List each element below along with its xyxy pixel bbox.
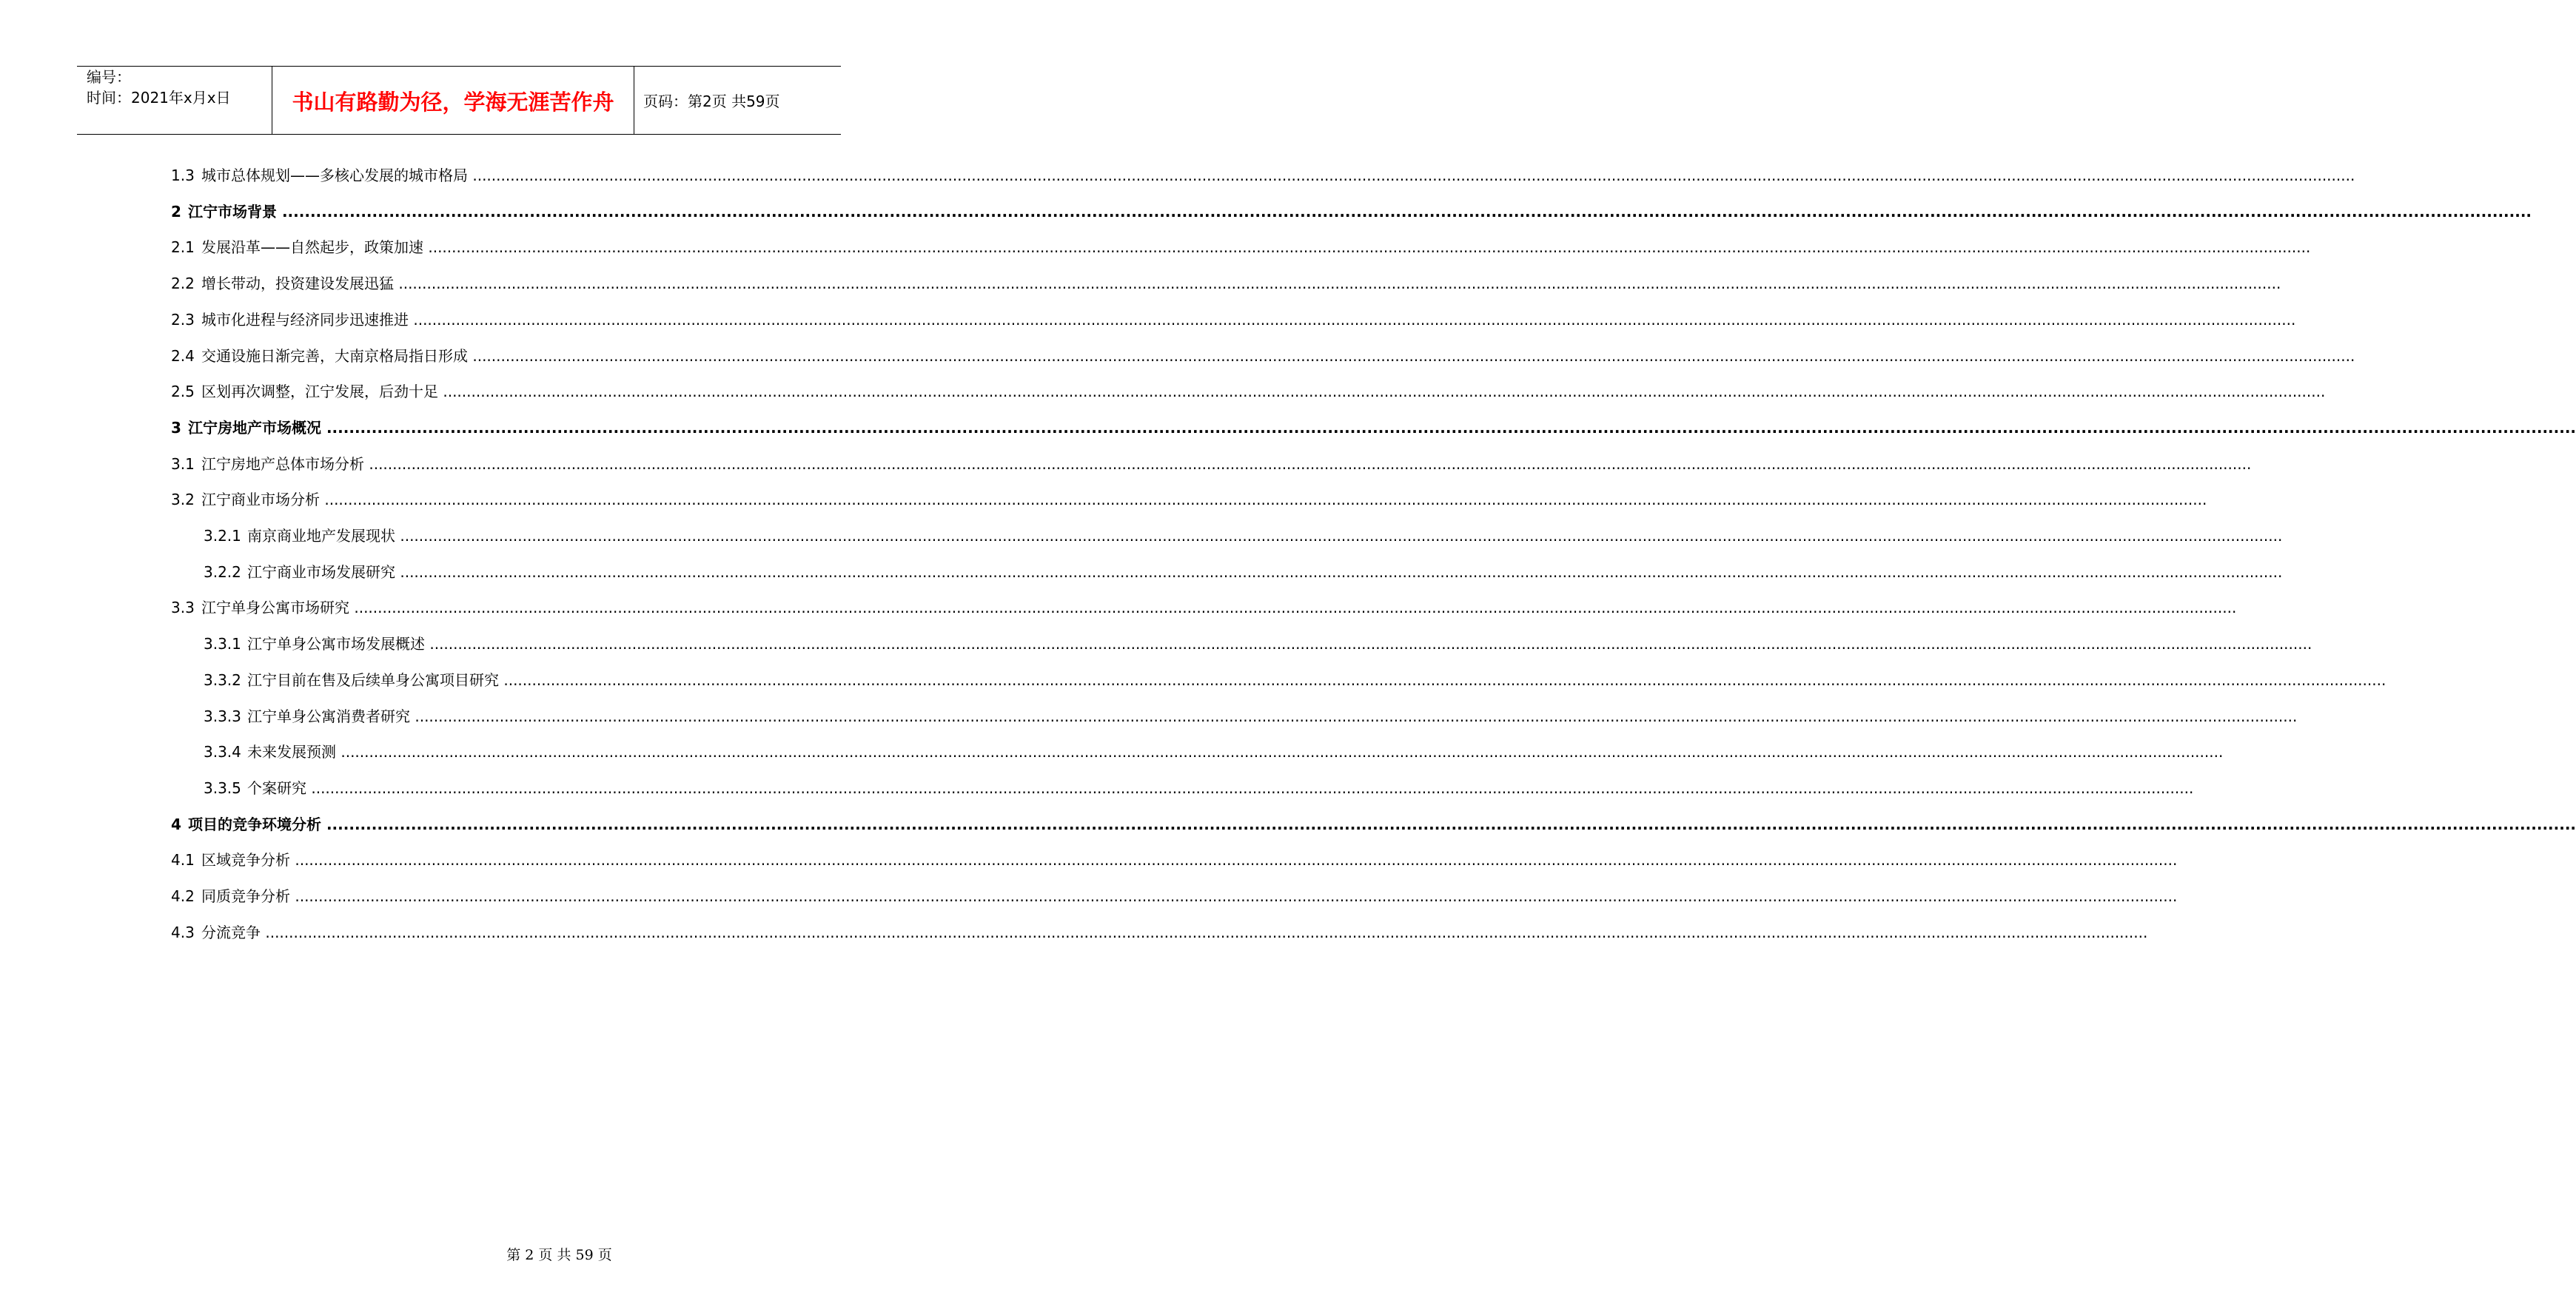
toc-dot-leader: ................................................................................................................................................................................................................................................................................................................................................................................................................ [349,599,2237,616]
toc-entry[interactable] [171,345,2355,367]
toc-dot-leader: ................................................................................................................................................................................................................................................................................................................................................................................................................ [320,491,2207,508]
toc-entry-title: 城市总体规划——多核心发展的城市格局 [201,167,468,184]
toc-entry[interactable] [171,921,2148,944]
toc-entry-number: 3 [171,419,181,437]
toc-entry[interactable] [171,201,2532,223]
toc-entry-number: 4 [171,816,181,833]
toc-dot-leader: ................................................................................................................................................................................................................................................................................................................................................................................................................ [321,816,2576,833]
toc-entry-number: 4.3 [171,924,195,941]
toc-entry-title: 江宁商业市场分析 [201,491,320,508]
toc-entry-title: 同质竞争分析 [201,887,290,905]
toc-dot-leader: ................................................................................................................................................................................................................................................................................................................................................................................................................ [410,707,2298,725]
toc-dot-leader: ................................................................................................................................................................................................................................................................................................................................................................................................................ [468,347,2355,365]
page-footer: 第 2 页 共 59 页 [506,1247,612,1263]
toc-entry-number: 2.3 [171,311,195,329]
toc-entry[interactable] [171,309,2296,331]
toc-entry-title: 江宁房地产总体市场分析 [201,455,364,473]
toc-entry-title: 区域竞争分析 [201,851,290,869]
toc-entry[interactable] [171,272,2281,295]
toc-entry[interactable] [171,453,2252,475]
toc-entry[interactable] [171,885,2178,907]
toc-entry[interactable] [171,596,2237,619]
toc-dot-leader: ................................................................................................................................................................................................................................................................................................................................................................................................................ [364,455,2252,473]
toc-entry[interactable] [204,777,2194,799]
toc-entry-number: 3.2.2 [204,563,241,581]
toc-dot-leader: ................................................................................................................................................................................................................................................................................................................................................................................................................ [438,383,2326,400]
toc-entry[interactable] [171,164,2355,186]
toc-entry-number: 4.1 [171,851,195,869]
toc-entry[interactable] [204,741,2224,763]
toc-dot-leader: ................................................................................................................................................................................................................................................................................................................................................................................................................ [468,167,2355,184]
toc-entry[interactable] [171,849,2178,871]
toc-entry[interactable] [171,236,2311,258]
toc-entry-title: 个案研究 [247,779,306,797]
toc-dot-leader: ................................................................................................................................................................................................................................................................................................................................................................................................................ [395,527,2283,545]
toc-entry-number: 4.2 [171,887,195,905]
toc-entry-title: 分流竞争 [201,924,261,941]
toc-entry-title: 江宁单身公寓市场研究 [201,599,349,616]
toc-entry-number: 3.3.1 [204,635,241,653]
toc-entry[interactable] [171,417,2576,439]
header-motto: 书山有路勤为径，学海无涯苦作舟 [292,90,614,115]
toc-entry-title: 江宁房地产市场概况 [188,419,321,437]
toc-dot-leader: ................................................................................................................................................................................................................................................................................................................................................................................................................ [277,203,2532,221]
toc-entry-number: 2.4 [171,347,195,365]
document-date: 时间：2021年x月x日 [87,89,231,107]
toc-dot-leader: ................................................................................................................................................................................................................................................................................................................................................................................................................ [395,563,2283,581]
toc-entry[interactable] [171,488,2207,511]
toc-entry[interactable] [171,813,2576,835]
toc-entry[interactable] [204,669,2387,691]
toc-entry-title: 未来发展预测 [247,743,336,761]
toc-dot-leader: ................................................................................................................................................................................................................................................................................................................................................................................................................ [290,851,2178,869]
toc-dot-leader: ................................................................................................................................................................................................................................................................................................................................................................................................................ [423,238,2311,256]
header-page-info: 页码：第2页 共59页 [643,93,780,110]
toc-entry-title: 城市化进程与经济同步迅速推进 [201,311,409,329]
toc-entry-number: 2.5 [171,383,195,400]
toc-entry-number: 1.3 [171,167,195,184]
toc-dot-leader: ................................................................................................................................................................................................................................................................................................................................................................................................................ [336,743,2224,761]
toc-entry[interactable] [204,705,2298,727]
document-number-label: 编号： [87,68,131,86]
toc-entry-title: 项目的竞争环境分析 [188,816,321,833]
toc-entry-title: 江宁单身公寓消费者研究 [247,707,410,725]
toc-dot-leader: ................................................................................................................................................................................................................................................................................................................................................................................................................ [290,887,2178,905]
toc-entry[interactable] [204,525,2283,547]
toc-entry-number: 3.1 [171,455,195,473]
toc-entry-number: 3.3.3 [204,707,241,725]
toc-dot-leader: ................................................................................................................................................................................................................................................................................................................................................................................................................ [306,779,2194,797]
toc-entry-title: 交通设施日渐完善，大南京格局指日形成 [201,347,468,365]
toc-entry-number: 3.3.2 [204,671,241,689]
toc-dot-leader: ................................................................................................................................................................................................................................................................................................................................................................................................................ [321,419,2576,437]
toc-dot-leader: ................................................................................................................................................................................................................................................................................................................................................................................................................ [409,311,2296,329]
toc-entry[interactable] [171,380,2326,403]
toc-entry-number: 3.3.5 [204,779,241,797]
toc-entry-title: 增长带动，投资建设发展迅猛 [201,275,394,292]
toc-entry-number: 3.2.1 [204,527,241,545]
toc-entry[interactable] [204,633,2312,655]
toc-entry-title: 南京商业地产发展现状 [247,527,395,545]
toc-entry-number: 3.3.4 [204,743,241,761]
toc-dot-leader: ................................................................................................................................................................................................................................................................................................................................................................................................................ [499,671,2387,689]
toc-entry-title: 发展沿革——自然起步，政策加速 [201,238,423,256]
toc-entry[interactable] [204,561,2283,583]
toc-entry-number: 3.3 [171,599,195,616]
toc-entry-number: 3.2 [171,491,195,508]
toc-dot-leader: ................................................................................................................................................................................................................................................................................................................................................................................................................ [394,275,2281,292]
toc-dot-leader: ................................................................................................................................................................................................................................................................................................................................................................................................................ [261,924,2148,941]
toc-entry-number: 2.1 [171,238,195,256]
toc-entry-title: 区划再次调整，江宁发展，后劲十足 [201,383,438,400]
toc-entry-title: 江宁市场背景 [188,203,277,221]
toc-dot-leader: ................................................................................................................................................................................................................................................................................................................................................................................................................ [425,635,2312,653]
toc-entry-title: 江宁目前在售及后续单身公寓项目研究 [247,671,499,689]
toc-entry-title: 江宁商业市场发展研究 [247,563,395,581]
toc-entry-title: 江宁单身公寓市场发展概述 [247,635,425,653]
toc-entry-number: 2 [171,203,181,221]
toc-entry-number: 2.2 [171,275,195,292]
